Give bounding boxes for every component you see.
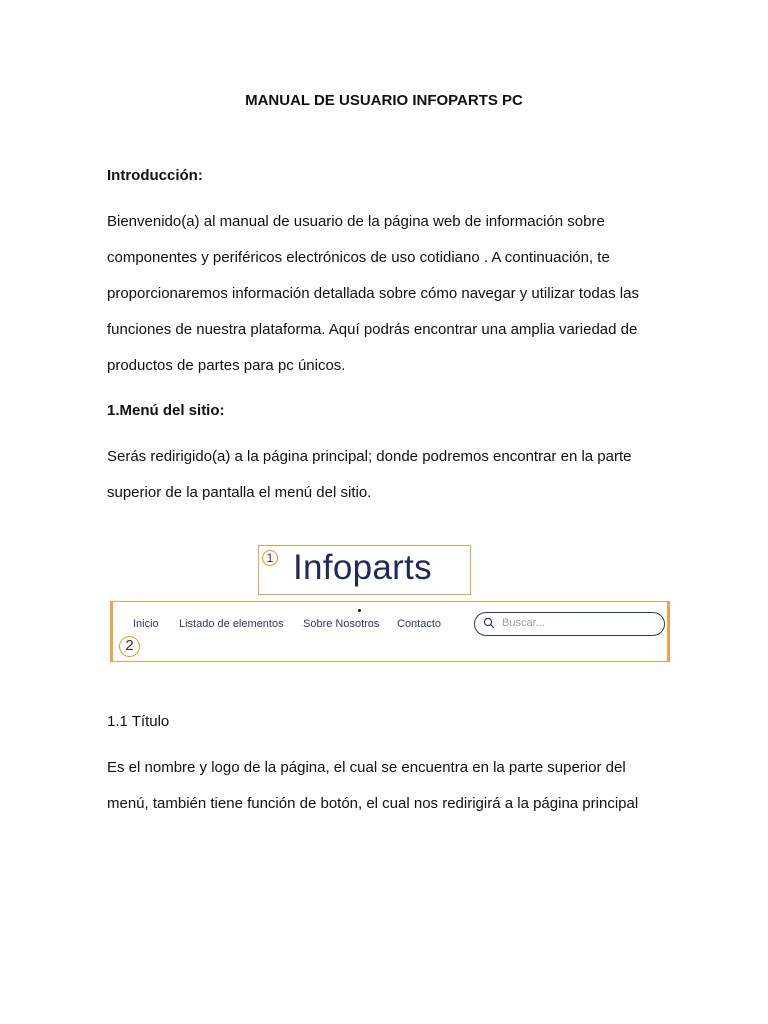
- menu-heading: 1.Menú del sitio:: [107, 402, 225, 419]
- nav-item-inicio: Inicio: [133, 618, 159, 630]
- nav-item-listado: Listado de elementos: [179, 618, 284, 630]
- subsection-heading: 1.1 Título: [107, 713, 170, 730]
- dot-mark: [358, 609, 361, 612]
- infoparts-logo: Infoparts: [293, 548, 432, 587]
- nav-screenshot-box: [110, 601, 670, 662]
- document-title: MANUAL DE USUARIO INFOPARTS PC: [245, 92, 523, 109]
- menu-paragraph: Serás redirigido(a) a la página principal; donde podremos encontrar en la parte superior de la pantalla el menú del sitio.: [107, 448, 632, 501]
- logo-screenshot-box: [258, 545, 471, 595]
- intro-heading: Introducción:: [107, 167, 203, 184]
- intro-paragraph: Bienvenido(a) al manual de usuario de la página web de información sobre componentes y periféricos electrónicos de uso cotidiano . A continuación, te proporcionaremos información detallada sobre cómo navegar y utilizar todas las funciones de nuestra plataforma. Aquí podrás encontrar una amplia variedad de productos de partes para pc únicos.: [107, 213, 639, 374]
- logo-callout-number: 1: [262, 550, 278, 566]
- search-box: [474, 612, 665, 636]
- subsection-paragraph: Es el nombre y logo de la página, el cual se encuentra en la parte superior del menú, también tiene función de botón, el cual nos redirigirá a la página principal: [107, 759, 639, 812]
- nav-callout-number: 2: [119, 636, 140, 657]
- nav-item-sobre-nosotros: Sobre Nosotros: [303, 618, 380, 630]
- search-placeholder: Buscar...: [502, 617, 545, 629]
- search-icon: [483, 617, 495, 629]
- nav-item-contacto: Contacto: [397, 618, 442, 630]
